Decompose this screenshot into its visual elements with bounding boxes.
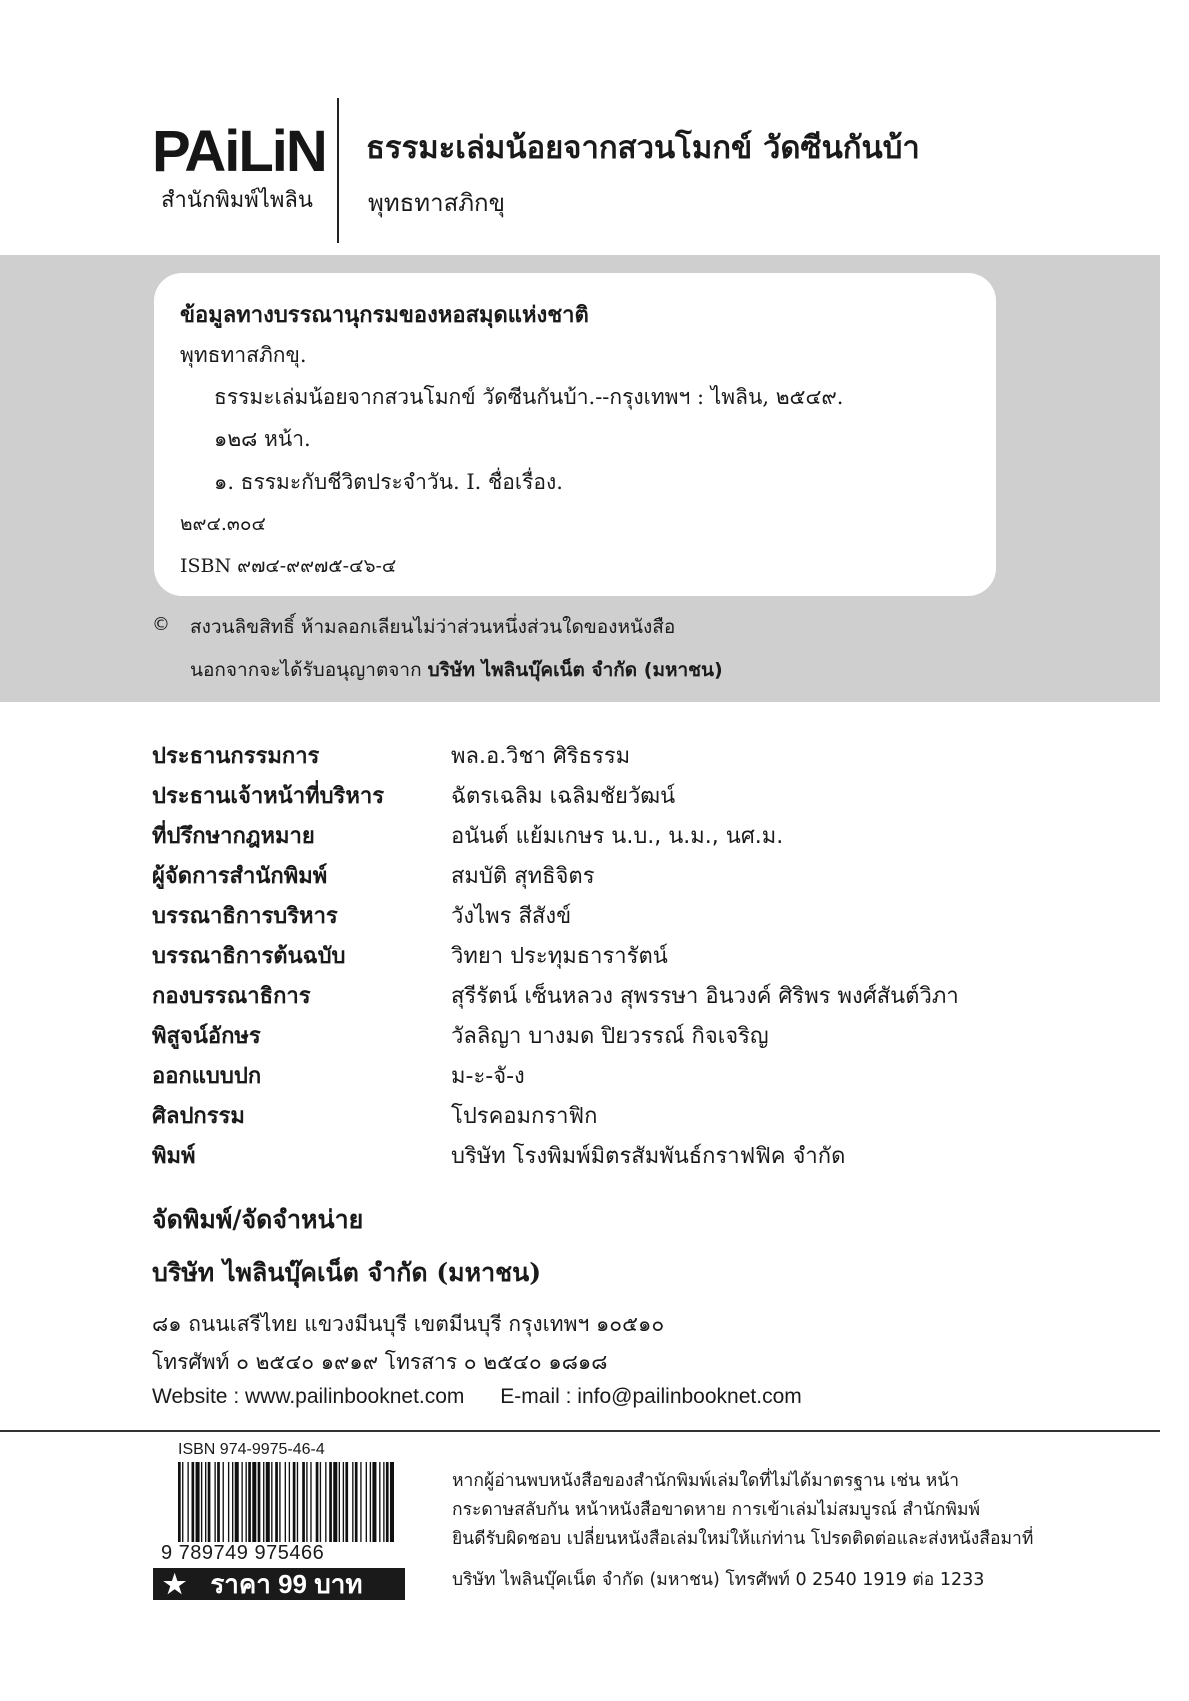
distribution-contact	[152, 1385, 832, 1409]
header-divider	[337, 98, 339, 243]
staff-role: บรรณาธิการบริหาร	[152, 903, 338, 929]
email-link[interactable]: E-mail : info@pailinbooknet.com	[500, 1385, 802, 1408]
website-link[interactable]: Website : www.pailinbooknet.com	[152, 1385, 465, 1408]
cip-line: ๑. ธรรมะกับชีวิตประจำวัน. I. ชื่อเรื่อง.	[214, 470, 563, 494]
staff-role: ผู้จัดการสำนักพิมพ์	[152, 863, 328, 889]
bottom-divider	[0, 1430, 1160, 1432]
distribution-heading: จัดพิมพ์/จัดจำหน่าย	[152, 1205, 364, 1234]
notice-line: บริษัท ไพลินบุ๊คเน็ต จำกัด (มหาชน) โทรศัพท์ 0 2540 1919 ต่อ 1233	[452, 1570, 985, 1590]
copyright-line-2	[190, 655, 723, 685]
distribution-company: บริษัท ไพลินบุ๊คเน็ต จำกัด (มหาชน)	[152, 1258, 542, 1287]
price-label: ราคา 99 บาท	[210, 1569, 363, 1599]
cip-line: ๑๒๘ หน้า.	[214, 427, 311, 451]
staff-name: วังไพร สีสังข์	[451, 904, 572, 929]
barcode-isbn: ISBN 974-9975-46-4	[178, 1441, 325, 1458]
staff-role: ประธานกรรมการ	[152, 743, 320, 769]
star-icon: ★	[163, 1569, 187, 1599]
cip-line: พุทธทาสภิกขุ.	[180, 343, 307, 367]
staff-role: กองบรรณาธิการ	[152, 983, 311, 1009]
notice-line: ยินดีรับผิดชอบ เปลี่ยนหนังสือเล่มใหม่ให้แก่ท่าน โปรดติดต่อและส่งหนังสือมาที่	[452, 1529, 1034, 1549]
staff-role: ประธานเจ้าหน้าที่บริหาร	[152, 783, 385, 809]
distribution-address: ๘๑ ถนนเสรีไทย แขวงมีนบุรี เขตมีนบุรี กรุงเทพฯ ๑๐๕๑๐	[152, 1312, 665, 1336]
cip-isbn: ISBN ๙๗๔-๙๙๗๕-๔๖-๔	[180, 555, 397, 577]
copyright-line-1: สงวนลิขสิทธิ์ ห้ามลอกเลียนไม่ว่าส่วนหนึ่งส่วนใดของหนังสือ	[190, 616, 676, 638]
book-title: ธรรมะเล่มน้อยจากสวนโมกข์ วัดซีนกันบ้า	[366, 130, 920, 166]
publisher-logo	[152, 119, 326, 216]
staff-name: สุรีรัตน์ เซ็นหลวง สุพรรษา อินวงค์ ศิริพร พงศ์สันต์วิภา	[451, 984, 959, 1009]
staff-name: วิทยา ประทุมธารารัตน์	[451, 944, 668, 969]
staff-role: พิมพ์	[152, 1143, 196, 1169]
copyright-company: บริษัท ไพลินบุ๊คเน็ต จำกัด (มหาชน)	[427, 659, 723, 681]
distribution-phone: โทรศัพท์ ๐ ๒๕๔๐ ๑๙๑๙ โทรสาร ๐ ๒๕๔๐ ๑๘๑๘	[152, 1350, 608, 1374]
copyright-icon: ©	[152, 614, 170, 635]
barcode-digits: 9 789749 975466	[161, 1542, 325, 1564]
staff-role: ศิลปกรรม	[152, 1103, 245, 1129]
publisher-logo-mark: PAiLiN	[152, 119, 326, 184]
cip-box	[154, 273, 996, 596]
barcode-icon	[176, 1462, 398, 1554]
cip-classification: ๒๙๔.๓๐๔	[180, 513, 266, 535]
copyright-line-2-prefix: นอกจากจะได้รับอนุญาตจาก	[190, 659, 422, 681]
cip-line: ธรรมะเล่มน้อยจากสวนโมกข์ วัดซีนกันบ้า.--กรุงเทพฯ : ไพลิน, ๒๕๔๙.	[214, 385, 844, 409]
staff-name: ฉัตรเฉลิม เฉลิมชัยวัฒน์	[451, 784, 676, 809]
notice-line: หากผู้อ่านพบหนังสือของสำนักพิมพ์เล่มใดที่ไม่ได้มาตรฐาน เช่น หน้า	[452, 1471, 960, 1491]
staff-role: พิสูจน์อักษร	[152, 1023, 261, 1049]
staff-name: วัลลิญา บางมด ปิยวรรณ์ กิจเจริญ	[451, 1024, 769, 1049]
staff-name: อนันต์ แย้มเกษร น.บ., น.ม., นศ.ม.	[451, 824, 784, 849]
staff-name: โปรคอมกราฟิก	[451, 1104, 598, 1129]
staff-role: ที่ปรึกษากฎหมาย	[152, 823, 315, 849]
staff-name: สมบัติ สุทธิจิตร	[451, 864, 595, 889]
price-tag	[153, 1568, 405, 1600]
book-author: พุทธทาสภิกขุ	[368, 189, 505, 217]
notice-line: กระดาษสลับกัน หน้าหนังสือขาดหาย การเข้าเล่มไม่สมบูรณ์ สำนักพิมพ์	[452, 1500, 981, 1520]
staff-role: บรรณาธิการต้นฉบับ	[152, 943, 346, 969]
staff-name: บริษัท โรงพิมพ์มิตรสัมพันธ์กราฟฟิค จำกัด	[451, 1144, 846, 1169]
staff-role: ออกแบบปก	[152, 1063, 262, 1089]
staff-name: ม-ะ-จั-ง	[451, 1064, 525, 1089]
staff-name: พล.อ.วิชา ศิริธรรม	[451, 744, 631, 769]
publisher-logo-subtitle: สำนักพิมพ์ไพลิน	[161, 188, 313, 213]
cip-heading: ข้อมูลทางบรรณานุกรมของหอสมุดแห่งชาติ	[180, 302, 589, 328]
